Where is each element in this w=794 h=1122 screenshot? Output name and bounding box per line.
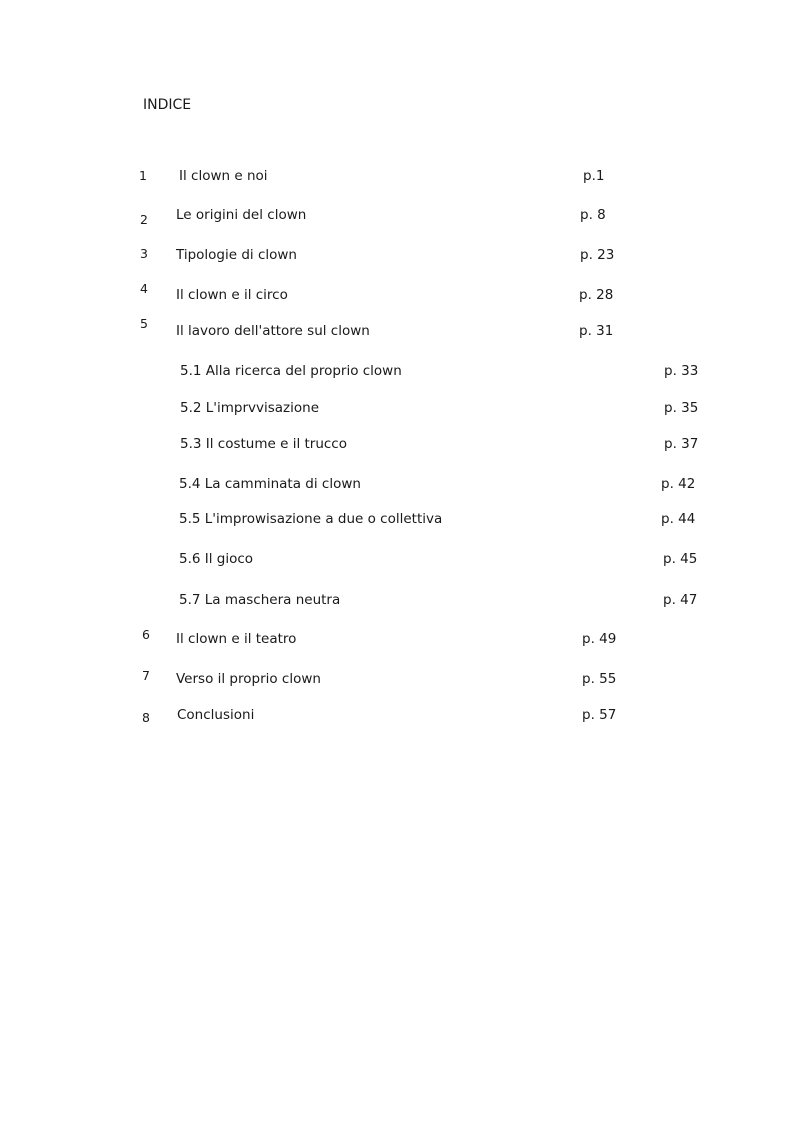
toc-sub-label: 5.6 Il gioco (179, 551, 254, 567)
toc-page: p. 33 (664, 363, 699, 379)
toc-number: 4 (140, 281, 148, 296)
toc-sub-label: 5.3 Il costume e il trucco (180, 436, 347, 452)
toc-page: p. 31 (579, 323, 614, 339)
toc-label: Il lavoro dell'attore sul clown (176, 323, 370, 339)
toc-page: p. 55 (582, 671, 617, 687)
page-title: INDICE (143, 97, 192, 113)
toc-sub-label: 5.4 La camminata di clown (179, 476, 361, 492)
toc-label: Verso il proprio clown (176, 671, 321, 687)
toc-page: p. 44 (661, 511, 696, 527)
toc-sub-label: 5.2 L'imprvvisazione (180, 400, 320, 416)
toc-label: Il clown e il circo (176, 287, 288, 303)
toc-number: 1 (139, 168, 147, 183)
toc-number: 2 (140, 212, 148, 227)
toc-page: p. 8 (580, 207, 606, 223)
toc-label: Tipologie di clown (176, 247, 297, 263)
toc-number: 8 (142, 710, 150, 725)
toc-page: p. 57 (582, 707, 617, 723)
toc-page: p.1 (583, 168, 605, 184)
toc-number: 7 (142, 668, 150, 683)
toc-sub-label: 5.7 La maschera neutra (179, 592, 341, 608)
toc-label: Le origini del clown (176, 207, 307, 223)
toc-number: 5 (140, 316, 148, 331)
toc-number: 6 (142, 627, 150, 642)
toc-sub-label: 5.1 Alla ricerca del proprio clown (180, 363, 402, 379)
toc-page: p. 49 (582, 631, 617, 647)
toc-page: p. 35 (664, 400, 699, 416)
toc-page: p. 28 (579, 287, 614, 303)
toc-page: p. 47 (663, 592, 698, 608)
toc-number: 3 (140, 246, 148, 261)
toc-page: p. 42 (661, 476, 696, 492)
toc-page: p. 23 (580, 247, 615, 263)
toc-sub-label: 5.5 L'improwisazione a due o collettiva (179, 511, 443, 527)
toc-page: p. 37 (664, 436, 699, 452)
toc-page: p. 45 (663, 551, 698, 567)
toc-label: Conclusioni (177, 707, 255, 723)
toc-label: Il clown e noi (179, 168, 268, 184)
toc-label: Il clown e il teatro (176, 631, 297, 647)
